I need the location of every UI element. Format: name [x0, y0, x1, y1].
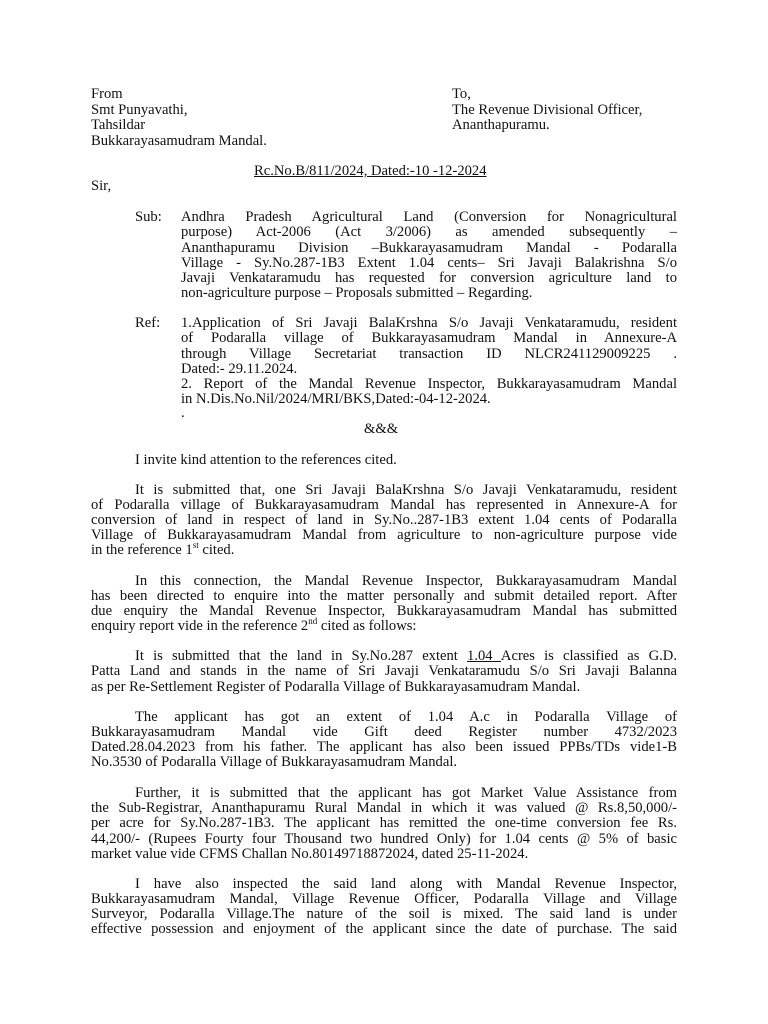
paragraph-attention: I invite kind attention to the references cited. [135, 452, 397, 468]
reference-line: . [181, 405, 185, 421]
paragraph-line: as per Re-Settlement Register of Podaralla Village of Bukkarayasamudram Mandal. [91, 679, 581, 695]
reference-line: of Podaralla village of Bukkarayasamudram Mandal in Annexure-A [181, 330, 677, 346]
paragraph-line: due enquiry the Mandal Revenue Inspector, Bukkarayasamudram Mandal has submitted [91, 603, 677, 619]
paragraph-line: per acre for Sy.No.287-1B3. The applicant has remitted the one-time conversion fee Rs. [91, 815, 677, 831]
to-place: Ananthapuramu. [452, 117, 550, 133]
paragraph-line: Village of Bukkarayasamudram Mandal from agriculture to non-agriculture purpose vide [91, 527, 677, 543]
paragraph-line: effective possession and enjoyment of the applicant since the date of purchase. The said [91, 921, 677, 937]
paragraph-line: the Sub-Registrar, Ananthapuramu Rural Mandal in which it was valued @ Rs.8,50,000/- [91, 800, 677, 816]
paragraph-line: Surveyor, Podaralla Village.The nature of the soil is mixed. The said land is under [91, 906, 677, 922]
paragraph-line: In this connection, the Mandal Revenue Inspector, Bukkarayasamudram Mandal [135, 573, 677, 589]
from-office: Bukkarayasamudram Mandal. [91, 133, 267, 149]
from-label: From [91, 86, 123, 102]
from-name: Smt Punyavathi, [91, 102, 188, 118]
paragraph-line: The applicant has got an extent of 1.04 A.c in Podaralla Village of [135, 709, 677, 725]
reference-line: through Village Secretariat transaction ID NLCR241129009225 . [181, 346, 677, 362]
paragraph-line: Bukkarayasamudram Mandal vide Gift deed Register number 4732/2023 [91, 724, 677, 740]
subject-line: Ananthapuramu Division –Bukkarayasamudram Mandal - Podaralla [181, 240, 677, 256]
paragraph-line: Patta Land and stands in the name of Sri Javaji Venkataramudu S/o Sri Javaji Balanna [91, 663, 677, 679]
paragraph-line: 44,200/- (Rupees Fourty four Thousand two hundred Only) for 1.04 cents @ 5% of basic [91, 831, 677, 847]
paragraph-line: No.3530 of Podaralla Village of Bukkarayasamudram Mandal. [91, 754, 458, 770]
paragraph-line: in the reference 1st cited. [91, 540, 235, 558]
subject-line: Andhra Pradesh Agricultural Land (Conversion for Nonagricultural [181, 209, 677, 225]
salutation: Sir, [91, 178, 112, 194]
subject-label: Sub: [135, 209, 162, 225]
to-designation: The Revenue Divisional Officer, [452, 102, 643, 118]
reference-line: Dated:- 29.11.2024. [181, 361, 298, 377]
paragraph-line: Further, it is submitted that the applicant has got Market Value Assistance from [135, 785, 677, 801]
paragraph-line: It is submitted that the land in Sy.No.287 extent 1.04 Acres is classified as G.D. [135, 648, 677, 664]
reference-number: Rc.No.B/811/2024, Dated:-10 -12-2024 [254, 163, 487, 179]
paragraph-line: market value vide CFMS Challan No.80149718872024, dated 25-11-2024. [91, 846, 529, 862]
reference-line: 1.Application of Sri Javaji BalaKrshna S/o Javaji Venkataramudu, resident [181, 315, 677, 331]
paragraph-line: It is submitted that, one Sri Javaji BalaKrshna S/o Javaji Venkataramudu, resident [135, 482, 677, 498]
references-label: Ref: [135, 315, 161, 331]
paragraph-line: I have also inspected the said land along with Mandal Revenue Inspector, [135, 876, 677, 892]
paragraph-line: Dated.28.04.2023 from his father. The applicant has also been issued PPBs/TDs vide1-B [91, 739, 677, 755]
paragraph-line: Bukkarayasamudram Mandal, Village Revenue Officer, Podaralla Village and Village [91, 891, 677, 907]
paragraph-line: has been directed to enquire into the matter personally and submit detailed report. After [91, 588, 677, 604]
subject-line: purpose) Act-2006 (Act 3/2006) as amended subsequently – [181, 224, 677, 240]
subject-line: non-agriculture purpose – Proposals submitted – Regarding. [181, 285, 533, 301]
section-separator: &&& [364, 421, 399, 437]
paragraph-line: of Podaralla village of Bukkarayasamudram Mandal has represented in Annexure-A for [91, 497, 677, 513]
reference-line: in N.Dis.No.Nil/2024/MRI/BKS,Dated:-04-12-2024. [181, 391, 491, 407]
to-label: To, [452, 86, 471, 102]
reference-line: 2. Report of the Mandal Revenue Inspector, Bukkarayasamudram Mandal [181, 376, 677, 392]
subject-line: Village - Sy.No.287-1B3 Extent 1.04 cents– Sri Javaji Balakrishna S/o [181, 255, 677, 271]
subject-line: Javaji Venkataramudu has requested for conversion agriculture land to [181, 270, 677, 286]
paragraph-line: conversion of land in respect of land in Sy.No..287-1B3 extent 1.04 cents of Podaralla [91, 512, 677, 528]
paragraph-line: enquiry report vide in the reference 2nd cited as follows: [91, 616, 417, 634]
from-designation: Tahsildar [91, 117, 146, 133]
